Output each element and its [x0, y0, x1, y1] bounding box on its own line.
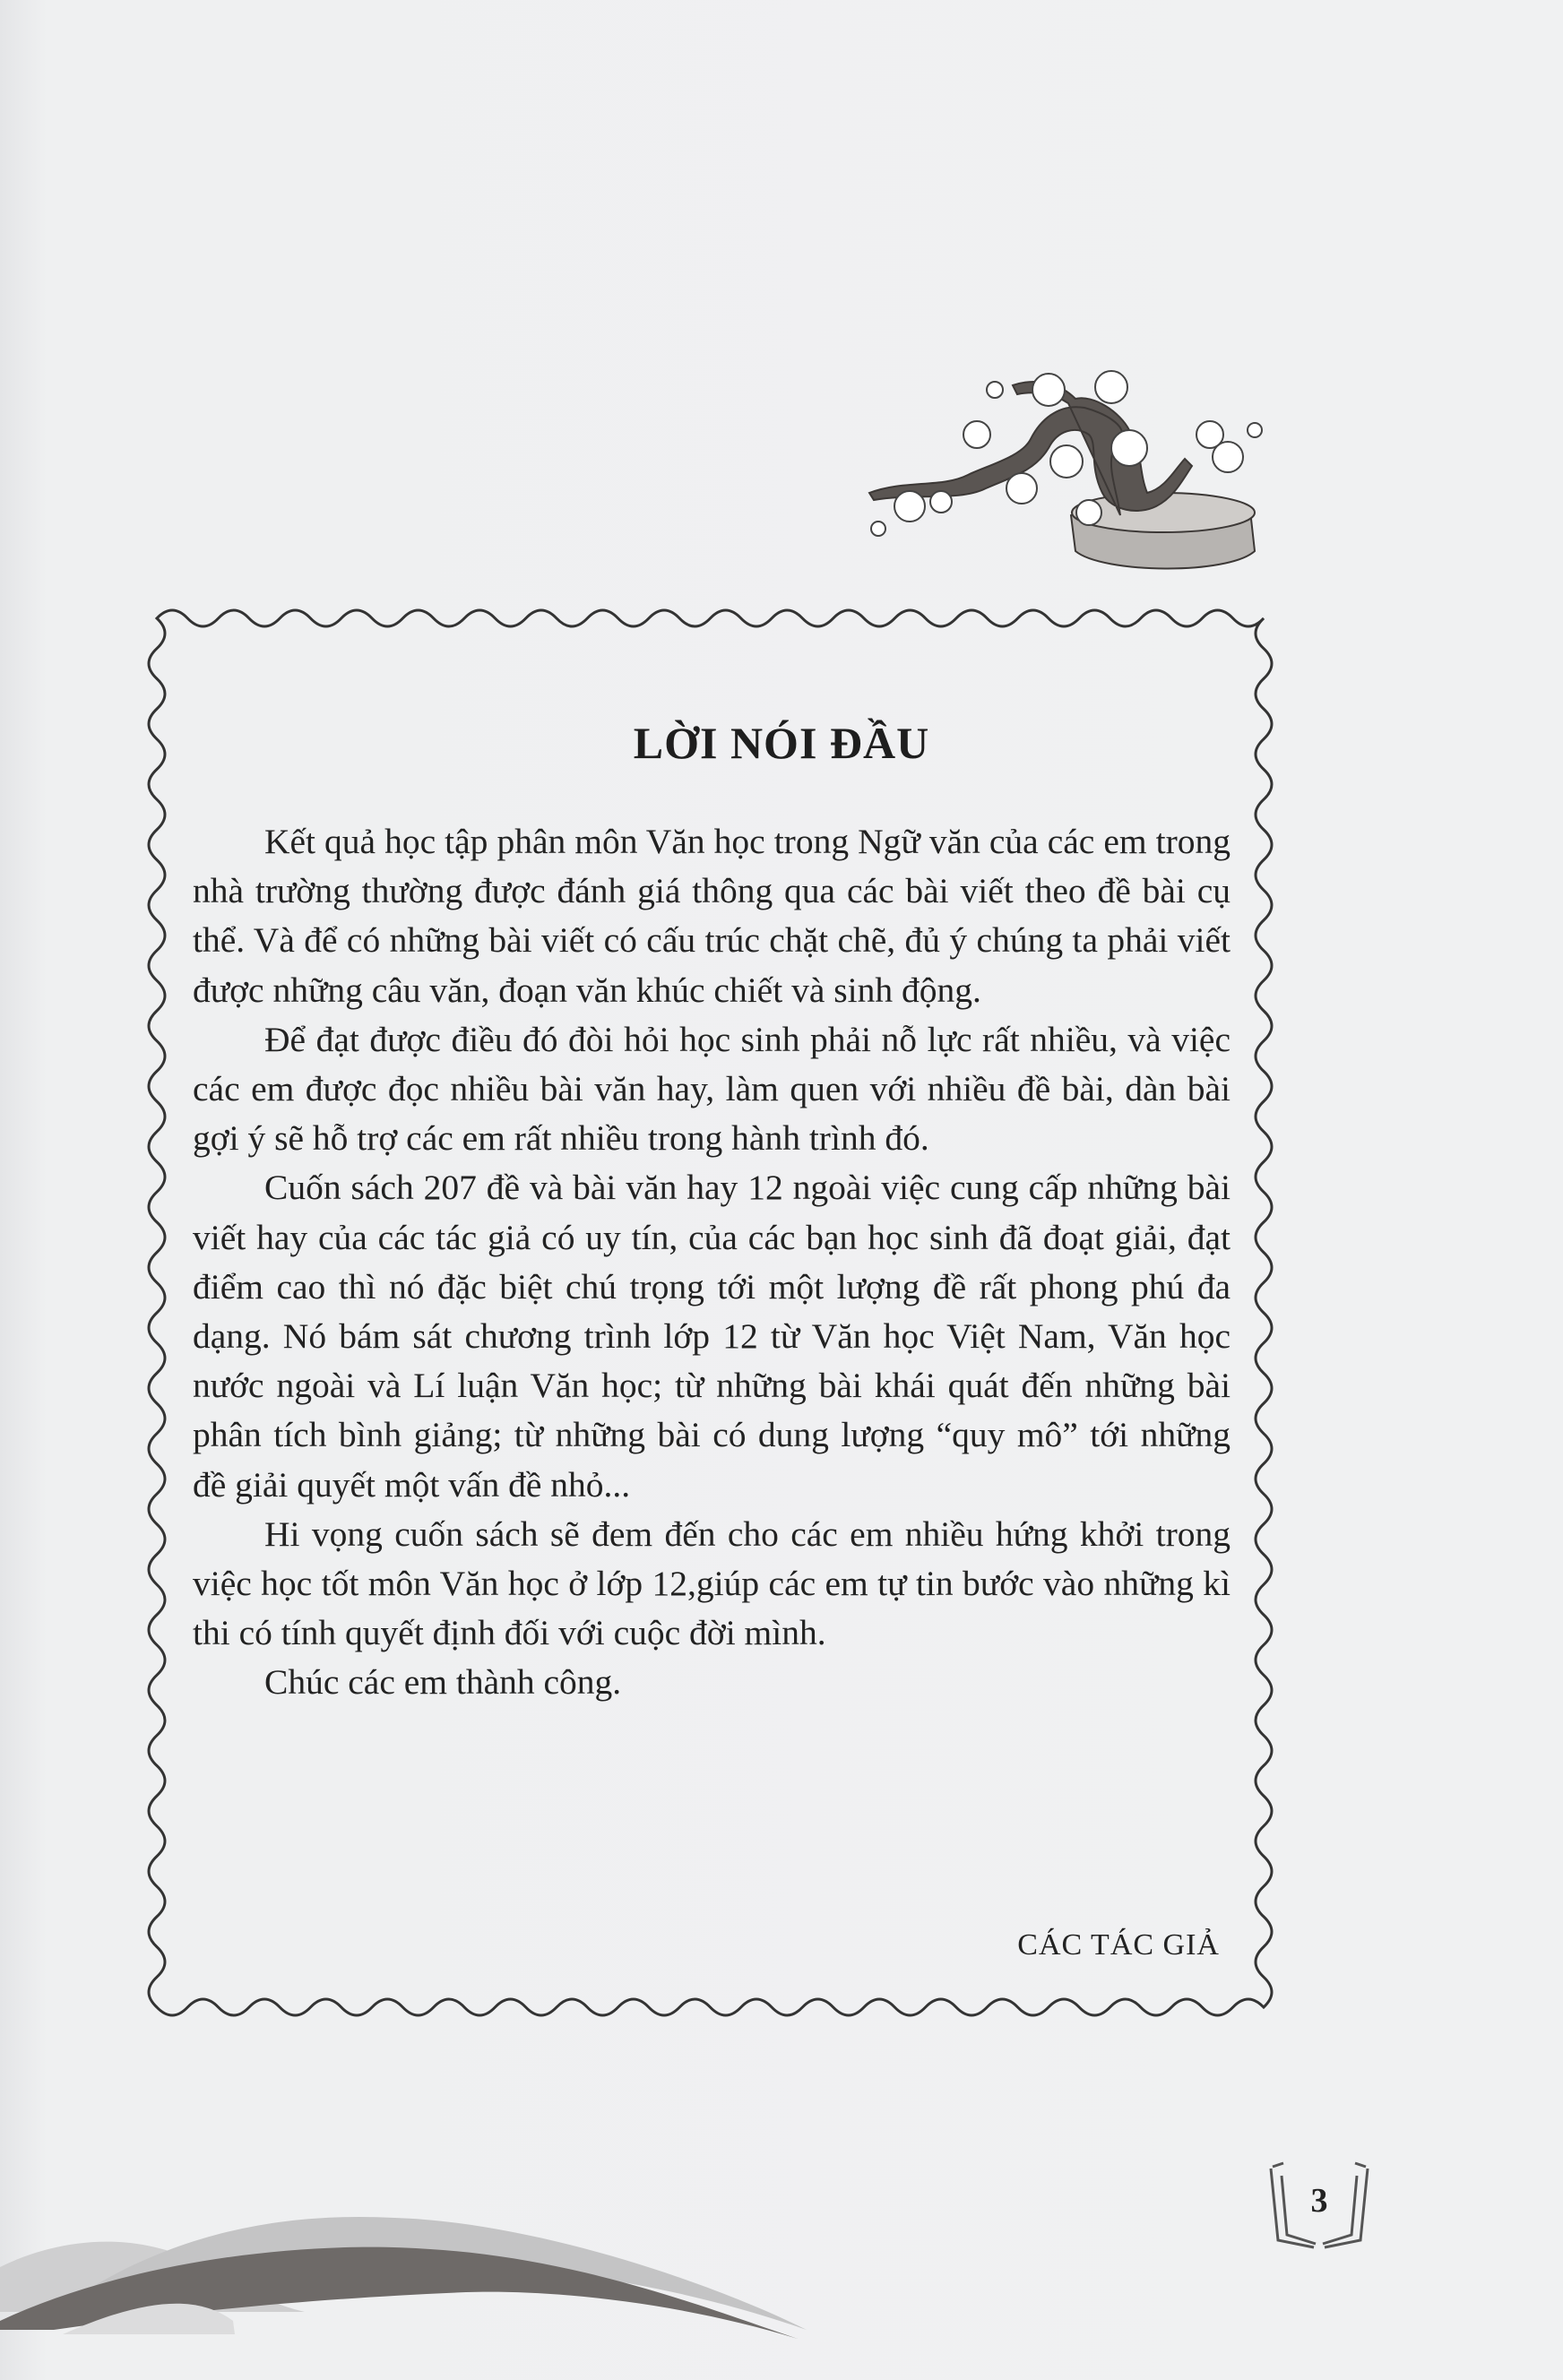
- page-number-badge: [1262, 2160, 1377, 2258]
- bonsai-illustration: [833, 323, 1300, 582]
- paragraph: Hi vọng cuốn sách sẽ đem đến cho các em nhiều hứng khởi trong việc học tốt môn Văn học ở lớp 12,giúp các em tự tin bước vào những kì thi có tính quyết định đối với cuộc đời mình.: [193, 1513, 1231, 1653]
- paragraph: Kết quả học tập phân môn Văn học trong Ngữ văn của các em trong nhà trường thường được đánh giá thông qua các bài viết theo đề bài cụ thể. Và để có những bài viết có cấu trúc chặt chẽ, đủ ý chúng ta phải viết được những câu văn, đoạn văn khúc chiết và sinh động.: [193, 822, 1231, 1010]
- paragraph: Để đạt được điều đó đòi hỏi học sinh phải nỗ lực rất nhiều, và việc các em được đọc nhiều bài văn hay, làm quen với nhiều đề bài, dàn bài gợi ý sẽ hỗ trợ các em rất nhiều trong hành trình đó.: [193, 1019, 1231, 1159]
- preface-body: [193, 817, 1231, 1708]
- paragraph: Cuốn sách 207 đề và bài văn hay 12 ngoài việc cung cấp những bài viết hay của các tác giả có uy tín, của các bạn học sinh đã đoạt giải, đạt điểm cao thì nó đặc biệt chú trọng tới một lượng đề rất phong phú đa dạng. Nó bám sát chương trình lớp 12 từ Văn học Việt Nam, Văn học nước ngoài và Lí luận Văn học; từ những bài khái quát đến những bài phân tích bình giảng; từ những bài có dung lượng “quy mô” tới những đề giải quyết một vấn đề nhỏ...: [193, 1168, 1231, 1505]
- page-title: LỜI NÓI ĐẦU: [633, 718, 930, 768]
- paragraph: Chúc các em thành công.: [264, 1662, 622, 1703]
- page-number: 3: [1310, 2182, 1328, 2220]
- signature: CÁC TÁC GIẢ: [1017, 1928, 1220, 1962]
